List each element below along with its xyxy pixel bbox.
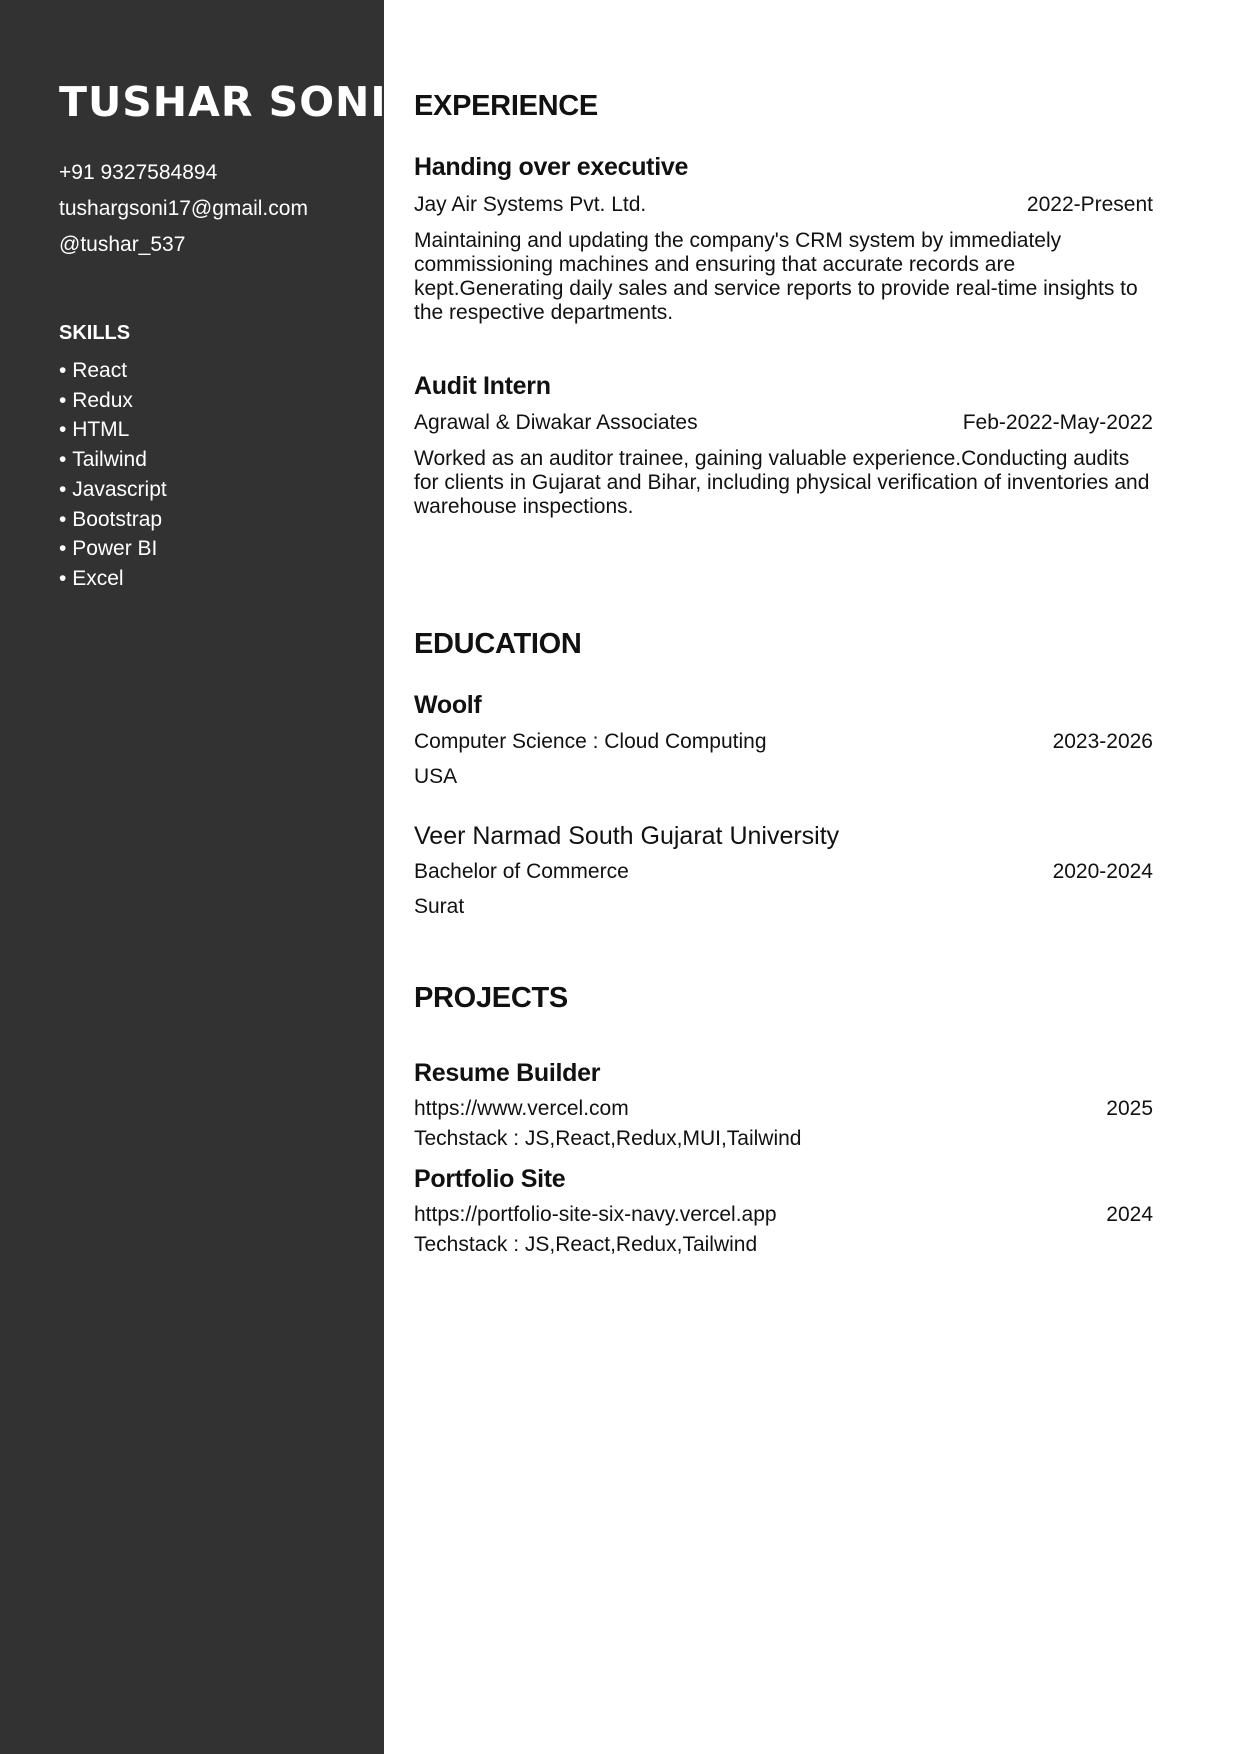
education-meta — [414, 730, 1153, 754]
experience-heading: EXPERIENCE — [414, 90, 598, 122]
project-url[interactable]: https://www.vercel.com — [414, 1097, 629, 1120]
experience-description: Maintaining and updating the company's CRM system by immediately commissioning machines and ensuring that accurate records are kept.Generating daily sales and service reports to provide real-time insights to the respective departments. — [414, 229, 1138, 324]
experience-meta — [414, 411, 1153, 435]
project-meta — [414, 1203, 1153, 1227]
skill-item: • Tailwind — [59, 445, 167, 475]
experience-role: Audit Intern — [414, 372, 551, 400]
experience-dates: 2022-Present — [1026, 193, 1153, 216]
education-dates: 2020-2024 — [1052, 860, 1153, 883]
project-techstack: Techstack : JS,React,Redux,Tailwind — [414, 1233, 758, 1256]
experience-company: Agrawal & Diwakar Associates — [414, 411, 698, 434]
skill-item: • Redux — [59, 386, 167, 416]
education-location: USA — [414, 765, 458, 788]
project-year: 2024 — [1106, 1203, 1153, 1226]
social-handle: @tushar_537 — [59, 233, 186, 256]
email-address: tushargsoni17@gmail.com — [59, 197, 308, 220]
skill-item: • Bootstrap — [59, 505, 167, 535]
skills-heading: SKILLS — [59, 322, 131, 344]
experience-meta — [414, 193, 1153, 217]
skill-item: • Power BI — [59, 534, 167, 564]
project-meta — [414, 1097, 1153, 1121]
experience-role: Handing over executive — [414, 153, 689, 181]
education-heading: EDUCATION — [414, 628, 582, 660]
education-meta — [414, 860, 1153, 884]
experience-company: Jay Air Systems Pvt. Ltd. — [414, 193, 647, 216]
education-dates: 2023-2026 — [1052, 730, 1153, 753]
education-degree: Computer Science : Cloud Computing — [414, 730, 767, 753]
education-location: Surat — [414, 895, 465, 918]
education-school: Veer Narmad South Gujarat University — [414, 822, 840, 850]
education-degree: Bachelor of Commerce — [414, 860, 629, 883]
experience-description: Worked as an auditor trainee, gaining valuable experience.Conducting audits for clients in Gujarat and Bihar, including physical verification of inventories and warehouse inspections. — [414, 447, 1150, 518]
candidate-name: TUSHAR SONI — [59, 78, 387, 126]
contact-info — [59, 155, 308, 263]
project-name: Portfolio Site — [414, 1165, 566, 1193]
skills-list — [59, 356, 167, 594]
project-name: Resume Builder — [414, 1059, 601, 1087]
phone-number: +91 9327584894 — [59, 161, 218, 184]
project-url[interactable]: https://portfolio-site-six-navy.vercel.app — [414, 1203, 777, 1226]
education-school: Woolf — [414, 691, 482, 719]
skill-item: • React — [59, 356, 167, 386]
skill-item: • Excel — [59, 564, 167, 594]
experience-dates: Feb-2022-May-2022 — [962, 411, 1153, 434]
projects-heading: PROJECTS — [414, 982, 568, 1014]
skill-item: • Javascript — [59, 475, 167, 505]
sidebar — [0, 0, 387, 1754]
project-year: 2025 — [1106, 1097, 1153, 1120]
project-techstack: Techstack : JS,React,Redux,MUI,Tailwind — [414, 1127, 802, 1150]
skill-item: • HTML — [59, 415, 167, 445]
